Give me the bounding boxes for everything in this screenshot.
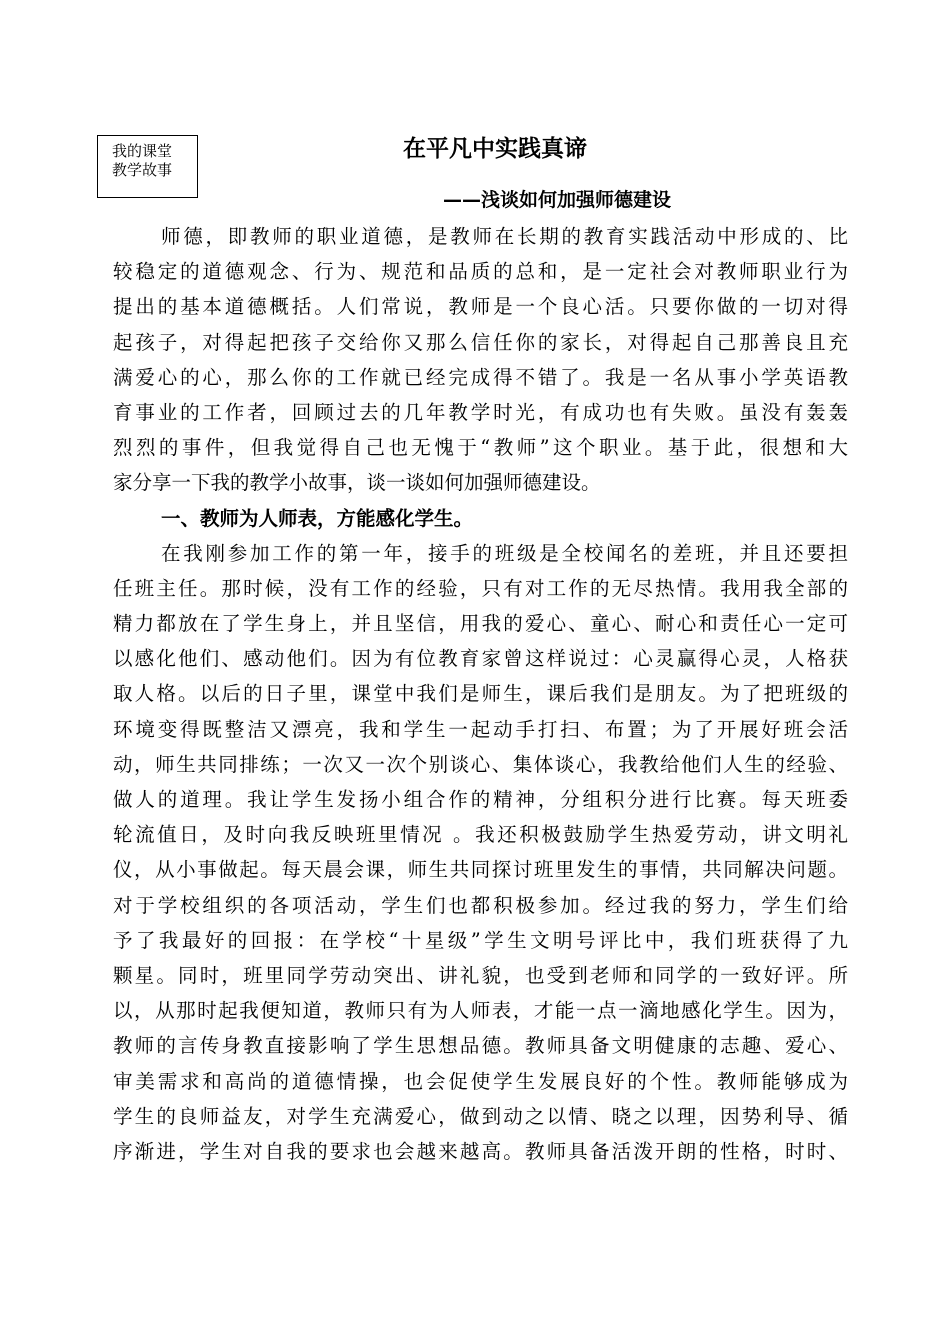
document-subtitle: ——浅谈如何加强师德建设 bbox=[443, 189, 672, 211]
paragraph-2-line: 颗星。同时，班里同学劳动突出、讲礼貌，也受到老师和同学的一致好评。所 bbox=[113, 963, 848, 987]
paragraph-1-line: 满爱心的心，那么你的工作就已经完成得不错了。我是一名从事小学英语教 bbox=[113, 365, 848, 389]
paragraph-2-line: 教师的言传身教直接影响了学生思想品德。教师具备文明健康的志趣、爱心、 bbox=[113, 1034, 848, 1058]
paragraph-1-line: 较稳定的道德观念、行为、规范和品质的总和，是一定社会对教师职业行为 bbox=[113, 260, 848, 284]
document-body bbox=[113, 219, 848, 1169]
paragraph-2-line: 轮流值日，及时向我反映班里情况 。我还积极鼓励学生热爱劳动，讲文明礼 bbox=[113, 823, 848, 847]
paragraph-1-line: 烈烈的事件，但我觉得自己也无愧于“教师”这个职业。基于此，很想和大 bbox=[113, 436, 848, 460]
paragraph-2-line: 在我刚参加工作的第一年，接手的班级是全校闻名的差班，并且还要担 bbox=[161, 541, 848, 565]
paragraph-2-line: 序渐进，学生对自我的要求也会越来越高。教师具备活泼开朗的性格，时时、 bbox=[113, 1139, 848, 1163]
paragraph-1-line: 师德，即教师的职业道德，是教师在长期的教育实践活动中形成的、比 bbox=[161, 225, 848, 248]
paragraph-1-line: 起孩子，对得起把孩子交给你又那么信任你的家长，对得起自己那善良且充 bbox=[113, 330, 848, 354]
section-1-heading: 一、教师为人师表，方能感化学生。 bbox=[161, 506, 474, 530]
category-label-line-2: 教学故事 bbox=[112, 161, 173, 179]
paragraph-2-line: 对于学校组织的各项活动，学生们也都积极参加。经过我的努力，学生们给 bbox=[113, 893, 848, 917]
paragraph-1-line: 家分享一下我的教学小故事，谈一谈如何加强师德建设。 bbox=[113, 471, 601, 495]
paragraph-2-line: 环境变得既整洁又漂亮，我和学生一起动手打扫、布置；为了开展好班会活 bbox=[113, 717, 848, 741]
paragraph-2-line: 仪，从小事做起。每天晨会课，师生共同探讨班里发生的事情，共同解决问题。 bbox=[113, 858, 848, 882]
paragraph-2-line: 学生的良师益友，对学生充满爱心，做到动之以情、晓之以理，因势利导、循 bbox=[113, 1104, 848, 1128]
paragraph-2-line: 以感化他们、感动他们。因为有位教育家曾这样说过：心灵赢得心灵，人格获 bbox=[113, 647, 848, 671]
paragraph-2-line: 取人格。以后的日子里，课堂中我们是师生，课后我们是朋友。为了把班级的 bbox=[113, 682, 848, 706]
paragraph-2-line: 做人的道理。我让学生发扬小组合作的精神，分组积分进行比赛。每天班委 bbox=[113, 788, 848, 811]
paragraph-2-line: 动，师生共同排练；一次又一次个别谈心、集体谈心，我教给他们人生的经验、 bbox=[113, 752, 848, 776]
document-title: 在平凡中实践真谛 bbox=[403, 136, 587, 162]
paragraph-2-line: 以，从那时起我便知道，教师只有为人师表，才能一点一滴地感化学生。因为， bbox=[113, 999, 848, 1023]
paragraph-2-line: 审美需求和高尚的道德情操，也会促使学生发展良好的个性。教师能够成为 bbox=[113, 1069, 848, 1093]
paragraph-2-line: 予了我最好的回报：在学校“十星级”学生文明号评比中，我们班获得了九 bbox=[113, 928, 848, 952]
paragraph-1-line: 提出的基本道德概括。人们常说，教师是一个良心活。只要你做的一切对得 bbox=[113, 295, 848, 319]
paragraph-1-line: 育事业的工作者，回顾过去的几年教学时光，有成功也有失败。虽没有轰轰 bbox=[113, 400, 848, 424]
paragraph-2-line: 任班主任。那时候，没有工作的经验，只有对工作的无尽热情。我用我全部的 bbox=[113, 576, 848, 600]
category-label-line-1: 我的课堂 bbox=[112, 142, 173, 160]
paragraph-2-line: 精力都放在了学生身上，并且坚信，用我的爱心、童心、耐心和责任心一定可 bbox=[113, 612, 848, 636]
